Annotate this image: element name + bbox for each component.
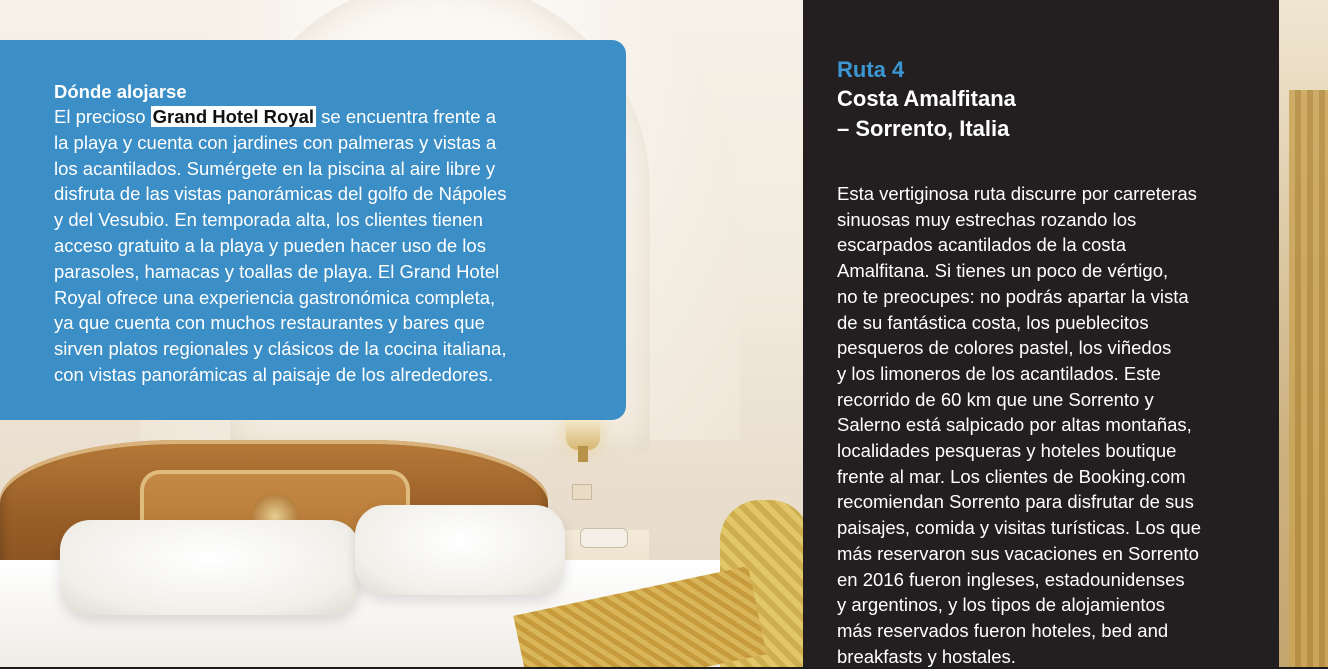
hotel-name-highlight: Grand Hotel Royal [152, 106, 315, 127]
route-line: Salerno está salpicado por altas montañas, [837, 414, 1192, 436]
route-line: escarpados acantilados de la costa [837, 234, 1126, 256]
body-line: disfruta de las vistas panorámicas del golfo de Nápoles [54, 183, 507, 205]
route-line: sinuosas muy estrechas rozando los [837, 208, 1137, 230]
route-line: recomiendan Sorrento para disfrutar de sus [837, 491, 1194, 513]
body-line: parasoles, hamacas y toallas de playa. El Grand Hotel [54, 260, 500, 282]
where-to-stay-heading: Dónde alojarse [54, 81, 187, 102]
route-number: Ruta 4 [837, 57, 905, 82]
where-to-stay-box [0, 40, 626, 420]
wall-switch [572, 484, 592, 500]
body-line: los acantilados. Sumérgete en la piscina al aire libre y [54, 157, 496, 179]
route-line: y argentinos, y los tipos de alojamientos [837, 594, 1166, 616]
route-line: más reservaron sus vacaciones en Sorrento [837, 542, 1199, 564]
route-line: en 2016 fueron ingleses, estadounidenses [837, 568, 1185, 590]
route-line: pesqueros de colores pastel, los viñedos [837, 337, 1172, 359]
body-line: con vistas panorámicas al paisaje de los alrededores. [54, 363, 494, 385]
body-line: acceso gratuito a la playa y pueden hacer uso de los [54, 234, 486, 256]
route-title [837, 84, 1259, 144]
body-line: Royal ofrece una experiencia gastronómica completa, [54, 286, 496, 308]
pillow-left [60, 520, 360, 615]
where-to-stay-text [54, 104, 606, 388]
route-line: Esta vertiginosa ruta discurre por carreteras [837, 183, 1197, 204]
route-line: frente al mar. Los clientes de Booking.com [837, 465, 1186, 487]
telephone [580, 528, 628, 548]
curtain-photo-strip [1279, 0, 1328, 667]
curtain [1289, 90, 1328, 667]
body-line: la playa y cuenta con jardines con palmeras y vistas a [54, 131, 497, 153]
route-line: más reservados fueron hoteles, bed and [837, 619, 1169, 641]
body-line: y del Vesubio. En temporada alta, los clientes tienen [54, 209, 483, 231]
route-line: de su fantástica costa, los pueblecitos [837, 311, 1149, 333]
route-line: Amalfitana. Si tienes un poco de vértigo, [837, 260, 1169, 282]
route-line: breakfasts y hostales. [837, 645, 1016, 667]
pillow-right [355, 505, 565, 595]
route-title-line: – Sorrento, Italia [837, 116, 1010, 141]
route-panel [803, 0, 1279, 667]
route-description [837, 181, 1259, 669]
route-title-line: Costa Amalfitana [837, 86, 1016, 111]
body-line: ya que cuenta con muchos restaurantes y bares que [54, 312, 485, 334]
route-line: paisajes, comida y visitas turísticas. Los que [837, 517, 1201, 539]
route-line: y los limoneros de los acantilados. Este [837, 362, 1161, 384]
body-line: sirven platos regionales y clásicos de la cocina italiana, [54, 338, 507, 360]
route-line: recorrido de 60 km que une Sorrento y [837, 388, 1154, 410]
wall-lamp-base [578, 446, 588, 462]
body-line-1: El precioso Grand Hotel Royal se encuentra frente a [54, 106, 497, 127]
route-line: no te preocupes: no podrás apartar la vista [837, 285, 1189, 307]
route-line: localidades pesqueras y hoteles boutique [837, 440, 1177, 462]
